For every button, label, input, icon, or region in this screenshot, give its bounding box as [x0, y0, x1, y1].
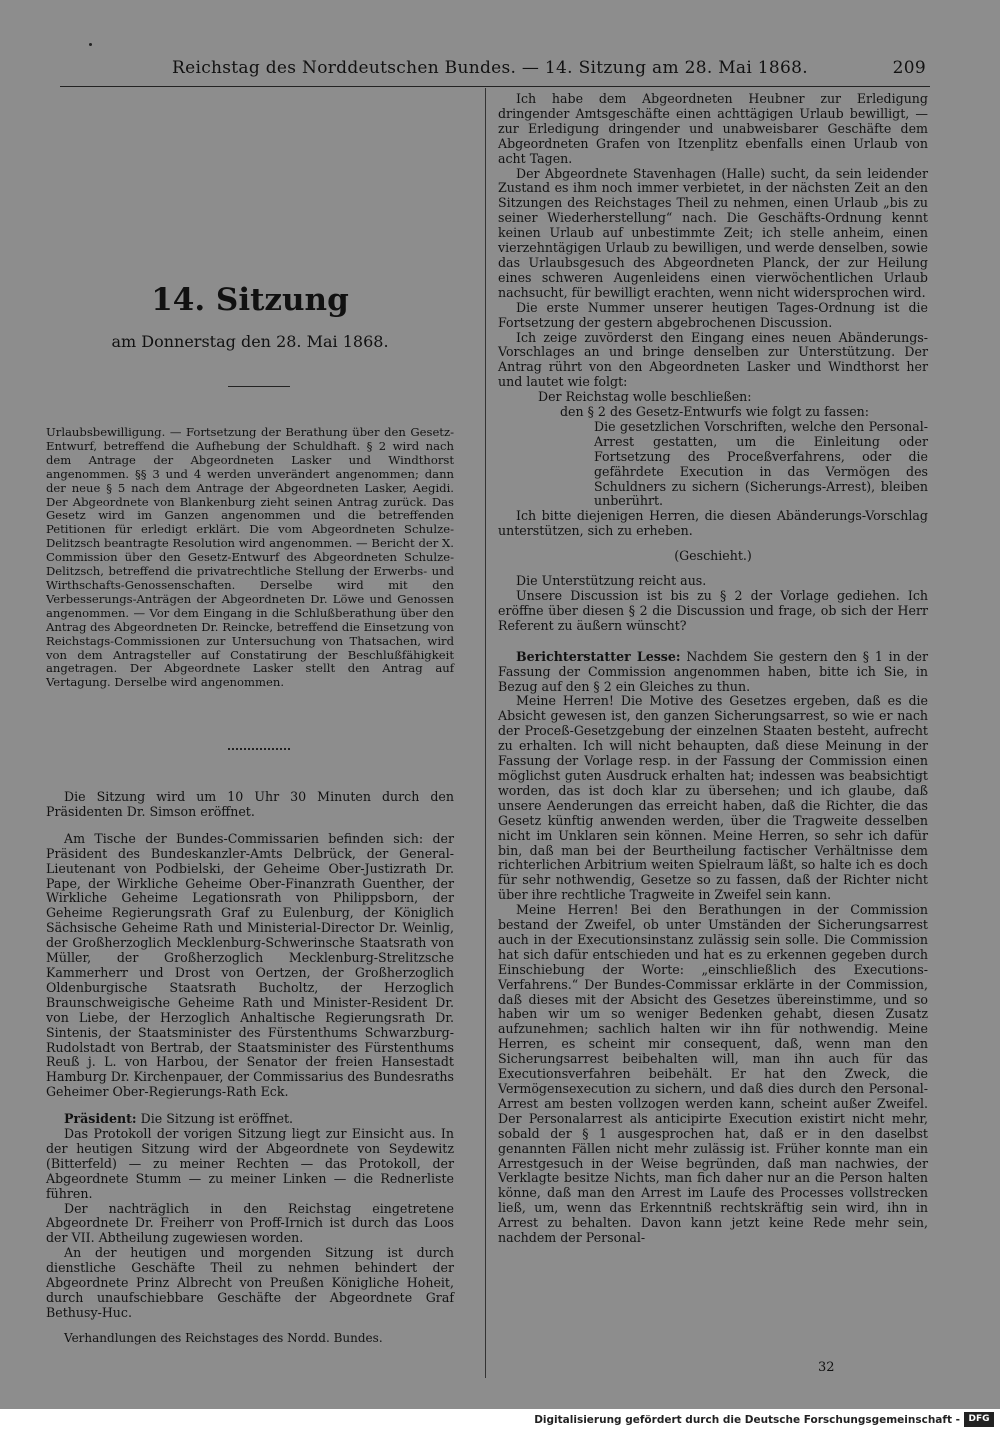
stavenhagen-paragraph: Der Abgeordnete Stavenhagen (Halle) sucht, da sein leidender Zustand es ihm noch immer verbietet, in der nächsten Zeit an den Sitzungen des Reichstages Theil zu nehmen, einen Urlaub „bis zu seiner Wiederherstellung“ nach. Die Geschäfts-Ordnung kennt keinen Urlaub auf unbestimmte Zeit; ich stelle anheim, einen vierzehntägigen Urlaub zu bewilligen, und werde denselben, sowie das Urlaubsgesuch des Abgeordneten Planck, der zur Heilung eines schweren Augenleidens einen vierwöchentlichen Urlaub nachsucht, für bewilligt erachten, wenn nicht widersprochen wird. — [498, 165, 928, 300]
summary-separator — [228, 748, 290, 750]
title-rule — [228, 386, 290, 387]
absence-paragraph: An der heutigen und morgenden Sitzung ist durch dienstliche Geschäfte Theil zu nehmen behindert der Abgeordnete Prinz Albrecht von Preußen Königliche Hoheit, durch unaufschiebbare Geschäfte der Abgeordnete Graf Bethusy-Huc. — [46, 1245, 454, 1320]
opening-paragraph: Die Sitzung wird um 10 Uhr 30 Minuten durch den Präsidenten Dr. Simson eröffnet. — [46, 789, 454, 819]
ink-speck — [89, 43, 92, 46]
session-title: 14. Sitzung — [151, 282, 349, 318]
page-number: 209 — [892, 58, 926, 78]
motion-text: Die gesetzlichen Vorschriften, welche den Personal-Arrest gestatten, um die Einleitung oder Fortsetzung des Proceßverfahrens, oder die gefährdete Execution in das Vermögen des Schuldners zu sichern (Sicherungs-Arrest), bleiben unberührt. — [594, 418, 928, 509]
president-paragraph — [46, 1112, 454, 1127]
support-result: Die Unterstützung reicht aus. — [516, 573, 707, 589]
session-summary: Urlaubsbewilligung. — Fortsetzung der Berathung über den Gesetz-Entwurf, betreffend die Aufhebung der Schuldhaft. § 2 wird nach dem Antrage der Abgeordneten Lasker und Windthorst angenommen. §§ 3 und 4 werden unverändert angenommen; dann der neue § 5 nach dem Antrage der Abgeordneten Lasker, Aegidi. Der Abgeordnete von Blankenburg zieht seinen Antrag zurück. Das Gesetz wird im Ganzen angenommen und die betreffenden Petitionen für erledigt erklärt. Die vom Abgeordneten Schulze-Delitzsch beantragte Resolution wird angenommen. — Bericht der X. Commission über den Gesetz-Entwurf des Abgeordneten Schulze-Delitzsch, betreffend die privatrechtliche Stellung der Erwerbs- und Wirthschafts-Genossenschaften. Derselbe wird mit den Verbesserungs-Anträgen der Abgeordneten Dr. Löwe und Genossen angenommen. — Vor dem Eingang in die Schlußberathung über den Antrag des Abgeordneten Dr. Reincke, betreffend die Einsetzung von Reichstags-Commissionen zur Untersuchung von Thatsachen, wird von dem Antragsteller auf Constatirung der Beschlußfähigkeit angetragen. Der Abgeordnete Lasker stellt den Antrag auf Vertagung. Derselbe wird angenommen. — [46, 425, 454, 690]
header-rule — [60, 86, 930, 87]
proceedings-footer: Verhandlungen des Reichstages des Nordd. Bundes. — [64, 1330, 383, 1345]
funding-credit: Digitalisierung gefördert durch die Deutsche Forschungsgemeinschaft - — [534, 1414, 960, 1426]
rapporteur-paragraph — [498, 650, 928, 695]
running-header — [60, 56, 930, 86]
commission-paragraph: Meine Herren! Bei den Berathungen in der Commission bestand der Zweifel, ob unter Umständen der Sicherungsarrest auch in der Executionsinstanz zulässig sein solle. Die Commission hat sich dafür entschieden und hat es zu erkennen gegeben durch Einschiebung der Worte: „einschließlich des Executions-Verfahrens.“ Der Bundes-Commissar erklärte in der Commission, daß dieses mit der Absicht des Gesetzes übereinstimme, und so haben wir um so weniger Bedenken gehabt, diesen Zusatz aufzunehmen; sachlich halten wir ihn für nothwendig. Meine Herren, es scheint mir consequent, daß, wenn man den Sicherungsarrest beibehalten will, man ihn auch für das Executionsverfahren beibehält. Er hat den Zweck, die Vermögensexecution zu sichern, und daß dies durch den Personal-Arrest am besten vollzogen werden kann, scheint außer Zweifel. Der Personalarrest als anticipirte Execution existirt nicht mehr, sobald der § 1 ausgesprochen hat, daß er in den daselbst genannten Fällen nicht mehr zulässig ist. Früher konnte man ein Arrestgesuch in der Weise begründen, daß man nachwies, der Verklagte besitze Nichts, man fich daher nur an die Person halten könne, daß man den Arrest im Laufe des Processes vollstrecken ließ, um, wenn das Erkenntniß rechtskräftig sein wird, ihn in Arrest zu behalten. Davon kann jetzt keine Rede mehr sein, nachdem der Personal- — [498, 902, 928, 1246]
rapporteur-label: Berichterstatter Lesse: — [516, 648, 681, 664]
commissioners-paragraph: Am Tische der Bundes-Commissarien befinden sich: der Präsident des Bundeskanzler-Amts Delbrück, der General-Lieutenant von Podbielski, der Geheime Ober-Justizrath Dr. Pape, der Wirkliche Geheime Ober-Finanzrath Guenther, der Wirkliche Geheime Legationsrath von Philippsborn, der Geheime Regierungsrath Graf zu Eulenburg, der Königlich Sächsische Geheime Rath und Ministerial-Director Dr. Weinlig, der Großherzoglich Mecklenburg-Schwerinsche Staatsrath von Müller, der Großherzoglich Mecklenburg-Strelitzsche Kammerherr und Drost von Oertzen, der Großherzoglich Oldenburgische Staatsrath Bucholtz, der Herzoglich Braunschweigische Geheime Rath und Minister-Resident Dr. von Liebe, der Herzoglich Anhaltische Regierungsrath Dr. Sintenis, der Staatsminister des Fürstenthums Schwarzburg-Rudolstadt von Bertrab, der Staatsminister des Fürstenthums Reuß j. L. von Harbou, der Senator der freien Hansestadt Hamburg Dr. Kirchenpauer, der Commissarius des Bundesraths Geheimer Ober-Regierungs-Rath Eck. — [46, 830, 454, 1100]
support-request: Ich bitte diejenigen Herren, die diesen Abänderungs-Vorschlag unterstützen, sich zu erheben. — [498, 508, 928, 539]
dfg-logo: DFG — [964, 1412, 994, 1427]
stage-direction: (Geschieht.) — [674, 548, 752, 564]
leave-paragraph: Ich habe dem Abgeordneten Heubner zur Erledigung dringender Amtsgeschäfte einen achttägigen Urlaub bewilligt, — zur Erledigung dringender und unabweisbarer Geschäfte dem Abgeordneten Grafen von Itzenplitz ebenfalls einen Urlaub von acht Tagen. — [498, 91, 928, 166]
agenda-paragraph: Die erste Nummer unserer heutigen Tages-Ordnung ist die Fortsetzung der gestern abgebrochenen Discussion. — [498, 299, 928, 330]
amendment-paragraph: Ich zeige zuvörderst den Eingang eines neuen Abänderungs-Vorschlages an und bringe denselben zur Unterstützung. Der Antrag rührt von den Abgeordneten Lasker und Windthorst her und lautet wie folgt: — [498, 329, 928, 390]
motion-intro: Der Reichstag wolle beschließen: — [538, 389, 752, 405]
running-title: Reichstag des Norddeutschen Bundes. — 14. Sitzung am 28. Mai 1868. — [172, 58, 808, 78]
protocol-paragraph: Das Protokoll der vorigen Sitzung liegt zur Einsicht aus. In der heutigen Sitzung wird der Abgeordnete von Seydewitz (Bitterfeld) — zu meiner Rechten — das Protokoll, der Abgeordnete Stumm — zu meiner Linken — die Rednerliste führen. — [46, 1126, 454, 1201]
president-text: Die Sitzung ist eröffnet. — [140, 1111, 294, 1127]
discussion-paragraph: Unsere Discussion ist bis zu § 2 der Vorlage gediehen. Ich eröffne über diesen § 2 die Discussion und frage, ob sich der Herr Referent zu äußern wünscht? — [498, 588, 928, 633]
motives-paragraph: Meine Herren! Die Motive des Gesetzes ergeben, daß es die Absicht gewesen ist, den ganzen Sicherungsarrest, so wie er nach der Proceß-Gesetzgebung der einzelnen Staaten besteht, aufrecht zu erhalten. Ich will nicht behaupten, daß diese Meinung in der Fassung der Vorlage resp. in der Fassung der Commission einen möglichst guten Ausdruck erhalten hat; indessen was beabsichtigt worden, das ist doch klar zu übersehen; und ich glaube, daß unsere Aenderungen das erreicht haben, daß die Richter, die das Gesetz künftig anwenden werden, über die Tragweite desselben nicht im Unklaren sein können. Meine Herren, so sehr ich dafür bin, daß man bei der Beurtheilung factischer Verhältnisse dem richterlichen Arbitrium weiten Spielraum läßt, so halte ich es doch für sehr nothwendig, Gesetze so zu fassen, daß der Richter nicht über ihre rechtliche Tragweite in Zweifel sein kann. — [498, 693, 928, 903]
speaker-label: Präsident: — [64, 1111, 137, 1127]
signature-mark: 32 — [818, 1360, 835, 1375]
left-column-body — [46, 790, 454, 1346]
motion-clause: den § 2 des Gesetz-Entwurfs wie folgt zu fassen: — [560, 404, 870, 420]
session-date: am Donnerstag den 28. Mai 1868. — [111, 332, 389, 351]
digitization-footer — [0, 1409, 1000, 1432]
new-member-paragraph: Der nachträglich in den Reichstag eingetretene Abgeordnete Dr. Freiherr von Proff-Irnich ist durch das Loos der VII. Abtheilung zugewiesen worden. — [46, 1200, 454, 1246]
right-column-body — [498, 92, 928, 1246]
rapporteur-text: Nachdem Sie gestern den § 1 in der Fassung der Commission angenommen haben, bitte ich Sie, in Bezug auf den § 2 ein Gleiches zu thun. — [498, 648, 928, 694]
column-divider — [485, 88, 486, 1378]
